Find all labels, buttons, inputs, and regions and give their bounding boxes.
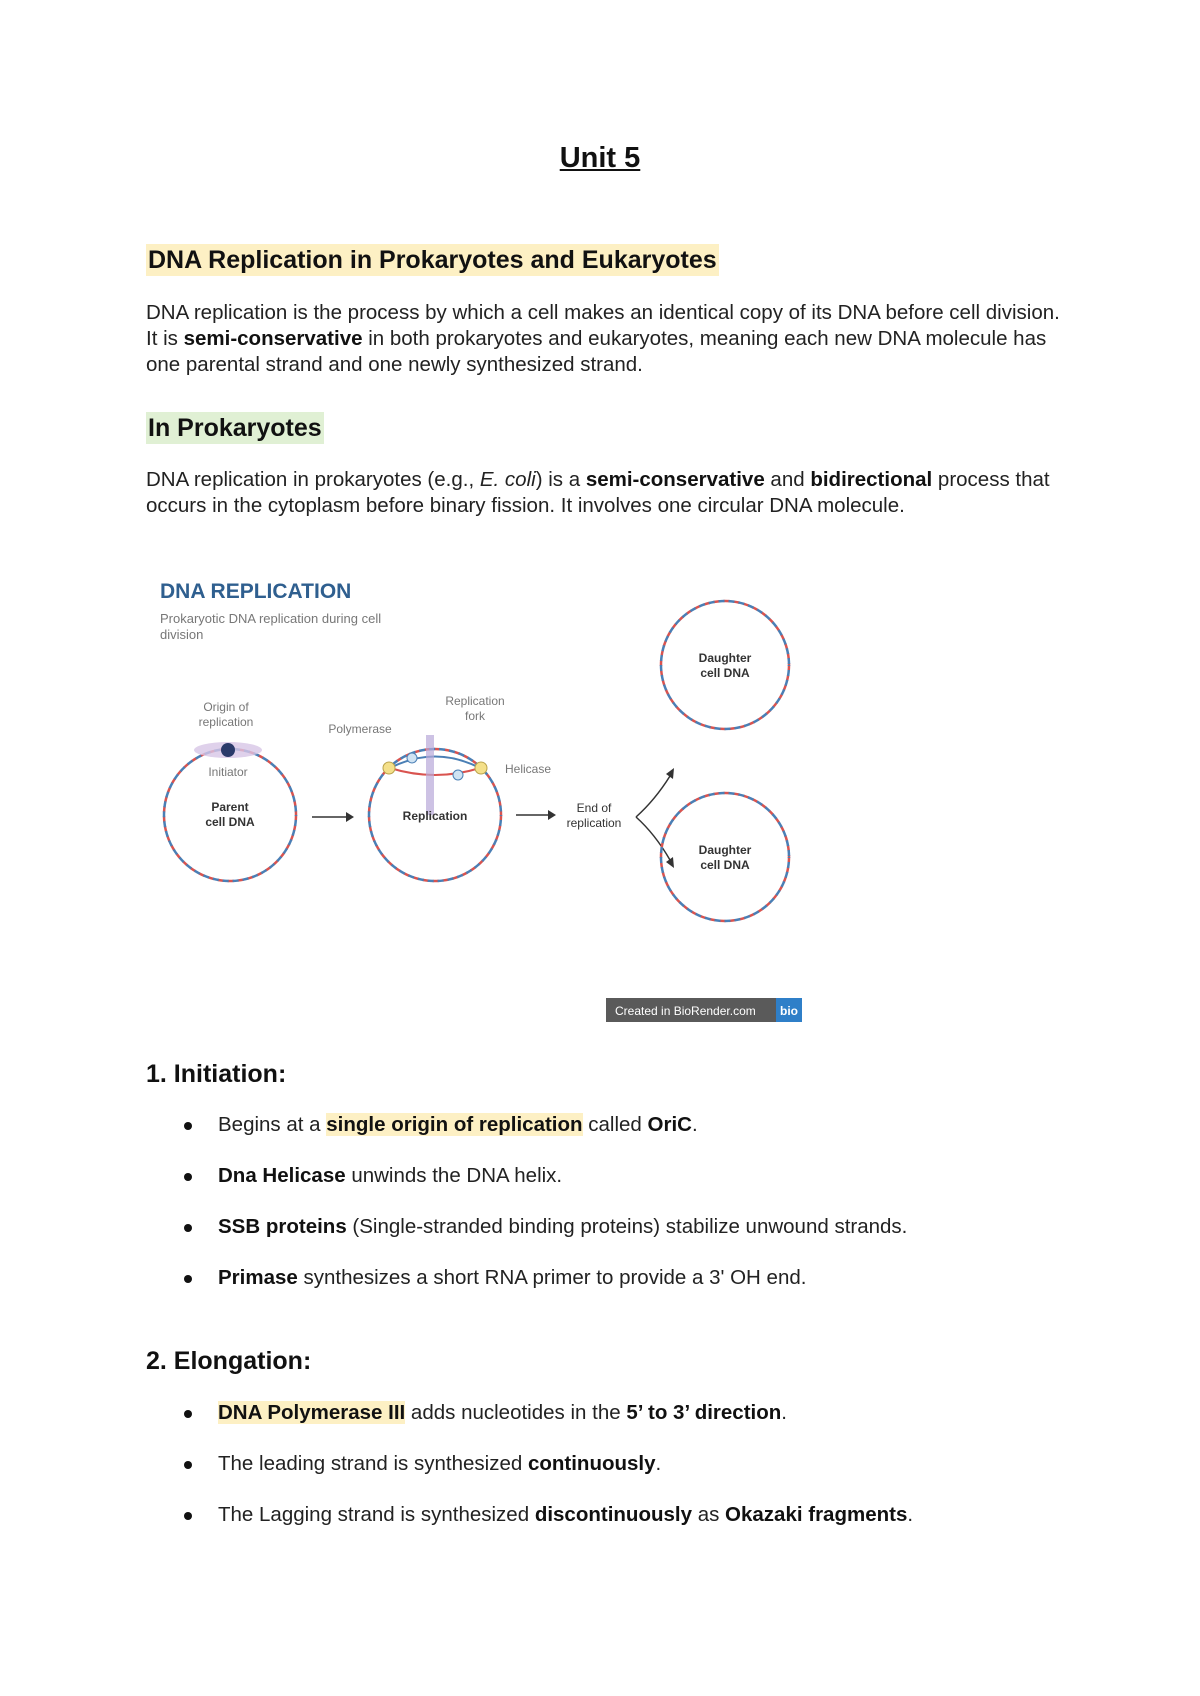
intro-bold-term: semi-conservative (183, 327, 363, 350)
initiation-heading: 1. Initiation: (146, 1060, 287, 1088)
origin-dot (221, 743, 235, 757)
arrow-icon (516, 810, 556, 820)
item-bold: Primase (218, 1266, 298, 1289)
list-item (146, 1163, 1096, 1214)
label-origin-1: Origin of (203, 700, 249, 714)
figure-subtitle-line1: Prokaryotic DNA replication during cell (160, 611, 382, 626)
list-item (146, 1502, 1096, 1553)
label-daughter-top-2: cell DNA (700, 666, 750, 680)
prok-bold-bidirectional: bidirectional (810, 468, 933, 491)
list-item (146, 1112, 1096, 1163)
label-helicase: Helicase (505, 762, 552, 776)
initiation-list (146, 1112, 1096, 1316)
biorender-badge (606, 998, 802, 1022)
prok-bold-semiconservative: semi-conservative (585, 468, 765, 491)
intro-paragraph (146, 300, 1066, 378)
item-text: . (781, 1401, 787, 1424)
item-bold: OriC (647, 1113, 692, 1136)
item-bold-highlight: single origin of replication (326, 1113, 583, 1136)
list-item (146, 1451, 1096, 1502)
item-text: Begins at a (218, 1113, 327, 1136)
item-bold: SSB proteins (218, 1215, 347, 1238)
item-bold: Okazaki fragments (725, 1503, 908, 1526)
item-bold-highlight: DNA Polymerase III (218, 1401, 406, 1424)
daughter-dna-circle-top (661, 601, 789, 729)
intro-text-end: in both prokaryotes and eukaryotes, meaning each new DNA molecule has one parental strand and one newly synthesized strand. (146, 327, 1047, 376)
dna-replication-figure (150, 570, 820, 1030)
elongation-heading: 2. Elongation: (146, 1347, 312, 1375)
label-daughter-bottom-2: cell DNA (700, 858, 750, 872)
item-text: . (907, 1503, 914, 1526)
section-heading-dna-replication: DNA Replication in Prokaryotes and Eukaryotes (148, 246, 717, 274)
label-fork-1: Replication (445, 694, 505, 708)
label-initiator: Initiator (208, 765, 248, 779)
elongation-list (146, 1400, 1096, 1553)
item-bold: 5’ to 3’ direction (626, 1401, 782, 1424)
label-origin-2: replication (198, 715, 254, 729)
prok-text-1: DNA replication in prokaryotes (e.g., (146, 468, 480, 491)
prok-text-3: and (764, 468, 811, 491)
prokaryotes-paragraph (146, 467, 1066, 519)
prok-text-4: process that occurs in the cytoplasm before binary fission. It involves one circular DNA molecule. (146, 468, 1050, 517)
list-item (146, 1214, 1096, 1265)
item-text: synthesizes a short RNA primer to provide a 3' OH end. (297, 1266, 807, 1289)
label-end-1: End of (576, 801, 612, 815)
item-text: The Lagging strand is synthesized (218, 1503, 535, 1526)
branch-arrows-icon (636, 768, 674, 868)
badge-logo: bio (780, 1004, 798, 1018)
figure-subtitle-line2: division (160, 627, 204, 642)
item-text: as (692, 1503, 726, 1526)
prok-italic-ecoli: E. coli (479, 468, 536, 491)
label-replication: Replication (402, 809, 468, 823)
item-text: (Single-stranded binding proteins) stabilize unwound strands. (346, 1215, 908, 1238)
label-polymerase: Polymerase (328, 722, 392, 736)
item-text: . (691, 1113, 698, 1136)
item-text: unwinds the DNA helix. (345, 1164, 563, 1187)
item-bold: Dna Helicase (218, 1164, 346, 1187)
daughter-dna-circle-bottom (661, 793, 789, 921)
item-text: . (655, 1452, 662, 1475)
intro-text: DNA replication is the process by which a cell makes an identical copy of its DNA before cell division. It is (146, 301, 1060, 350)
list-item (146, 1400, 1096, 1451)
item-text: called (582, 1113, 648, 1136)
prok-text-2: ) is a (535, 468, 586, 491)
label-fork-2: fork (464, 709, 486, 723)
list-item (146, 1265, 1096, 1316)
page-title: Unit 5 (559, 142, 641, 174)
label-daughter-top-1: Daughter (698, 651, 752, 665)
label-end-2: replication (566, 816, 622, 830)
item-bold: continuously (527, 1452, 656, 1475)
label-parent-2: cell DNA (205, 815, 255, 829)
figure-title: DNA REPLICATION (160, 580, 352, 603)
item-text: adds nucleotides in the (405, 1401, 627, 1424)
item-bold: discontinuously (534, 1503, 692, 1526)
replication-dna-circle (369, 735, 501, 881)
item-text: The leading strand is synthesized (218, 1452, 528, 1475)
label-daughter-bottom-1: Daughter (698, 843, 752, 857)
section-heading-prokaryotes: In Prokaryotes (148, 414, 322, 442)
label-parent-1: Parent (211, 800, 249, 814)
arrow-icon (312, 812, 354, 822)
badge-text: Created in BioRender.com (615, 1004, 756, 1018)
